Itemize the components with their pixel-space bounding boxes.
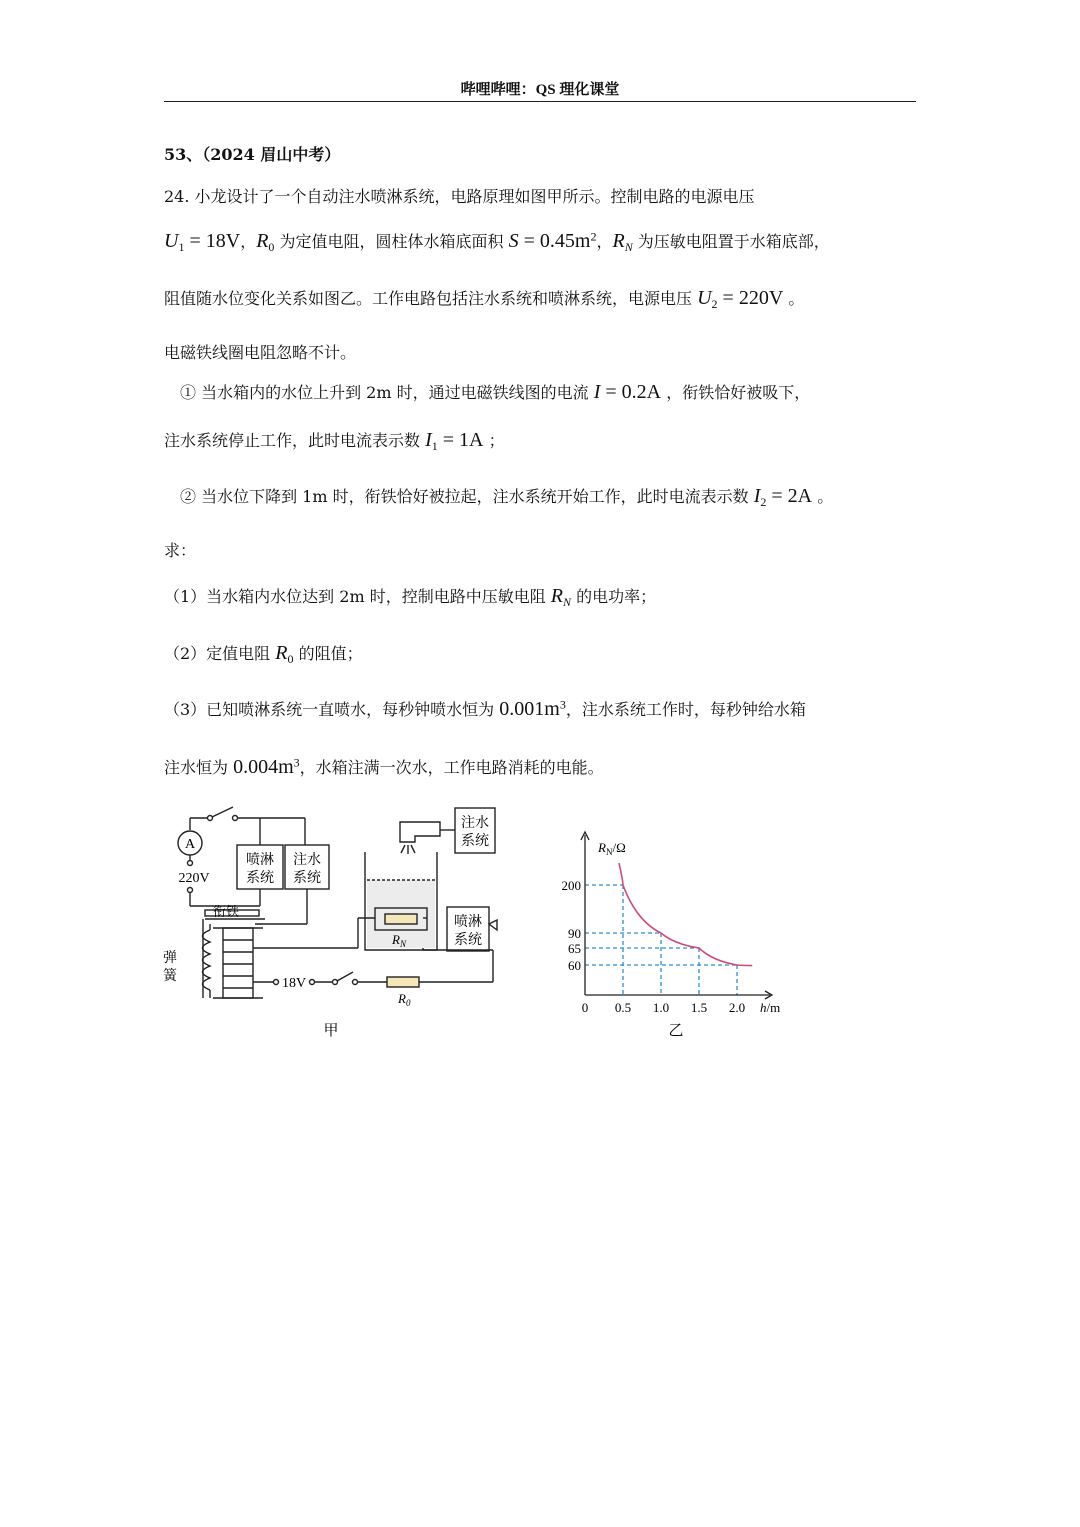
sub-question-2: （2）定值电阻 $R_0$ 的阻值；	[164, 642, 363, 667]
y-axis-label: $R_N/\Omega$	[598, 840, 626, 857]
circuit-diagram	[155, 800, 525, 1045]
sub-question-1: （1）当水箱内水位达到 2m 时，控制电路中压敏电阻 $R_N$ 的电功率；	[164, 585, 657, 610]
rn-curve	[619, 863, 752, 966]
inject-box-label-2: 系统	[293, 871, 321, 886]
spray-box-label-1: 喷淋	[246, 853, 274, 868]
y-tick-label: 90	[568, 926, 581, 941]
y-tick-label: 60	[568, 958, 581, 973]
spray-box-label-2: 系统	[246, 871, 274, 886]
tank-spray-label-1: 喷淋	[454, 915, 482, 930]
ammeter-label: A	[184, 837, 196, 852]
inject-box-label-1: 注水	[293, 853, 321, 868]
rn-h-chart	[550, 820, 810, 1045]
condition-2: ② 当水位下降到 1m 时，衔铁恰好被拉起，注水系统开始工作，此时电流表示数 $I_2 = 2A$ 。	[180, 485, 834, 510]
x-tick-label: 1.0	[652, 1000, 670, 1015]
tank-inject-label-2: 系统	[461, 834, 489, 849]
y-tick-label: 200	[561, 878, 581, 893]
page-header: 哔哩哔哩：QS 理化课堂	[460, 82, 620, 98]
chart-caption: 乙	[668, 1023, 684, 1039]
x-axis-label: h/m	[760, 1000, 781, 1015]
sub-question-3: （3）已知喷淋系统一直喷水，每秒钟喷水恒为 $0.001m^3$，注水系统工作时，每秒钟给水箱	[164, 697, 806, 720]
x-tick-label: 1.5	[690, 1000, 708, 1015]
condition-1: ① 当水箱内的水位上升到 2m 时，通过电磁铁线图的电流 I = 0.2A ，衔铁恰好被吸下，	[180, 381, 811, 403]
origin-label: 0	[581, 1000, 589, 1015]
sub-question-3-cont: 注水恒为 $0.004m^3$，水箱注满一次水，工作电路消耗的电能。	[164, 755, 604, 778]
problem-line-3: 阻值随水位变化关系如图乙。工作电路包括注水系统和喷淋系统，电源电压 $U_2 = 220V$ 。	[164, 287, 805, 312]
y-tick-label: 65	[568, 941, 581, 956]
condition-1-cont: 注水系统停止工作，此时电流表示数 $I_1 = 1A$ ；	[164, 429, 505, 454]
source-220v-label: 220V	[178, 871, 210, 886]
x-tick-label: 2.0	[728, 1000, 746, 1015]
var-u1: U	[164, 230, 179, 252]
problem-line-ask: 求：	[164, 541, 197, 560]
spring-label-1: 弹	[163, 951, 177, 966]
r0-label: $R_0$	[398, 991, 411, 1008]
source-18v-label: 18V	[281, 976, 307, 991]
circuit-caption: 甲	[323, 1023, 339, 1039]
spring-label-2: 簧	[163, 969, 177, 984]
tank-inject-label-1: 注水	[461, 816, 489, 831]
problem-line-1: 24. 小龙设计了一个自动注水喷淋系统，电路原理如图甲所示。控制电路的电源电压	[164, 187, 755, 206]
rn-label: $R_N$	[392, 932, 406, 949]
x-tick-label: 0.5	[614, 1000, 632, 1015]
problem-line-4: 电磁铁线圈电阻忽略不计。	[164, 343, 357, 362]
armature-label: 衔铁	[213, 904, 240, 919]
tank-spray-label-2: 系统	[454, 933, 482, 948]
header-rule	[164, 101, 916, 102]
problem-line-2: $U_1 = 18V$，$R_0$ 为定值电阻，圆柱体水箱底面积 $S = 0.45m^2$，$R_N$ 为压敏电阻置于水箱底部，	[164, 229, 830, 255]
question-title: 53、（2024 眉山中考）	[164, 145, 341, 164]
